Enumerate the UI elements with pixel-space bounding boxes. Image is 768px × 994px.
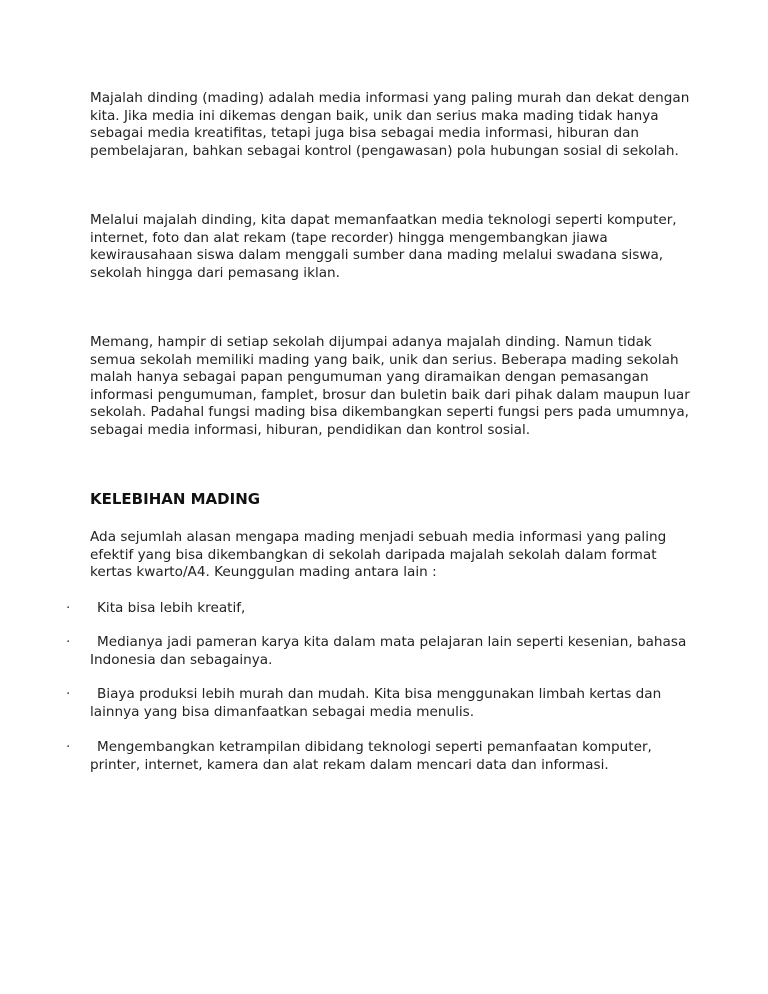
section-heading: KELEBIHAN MADING [90, 490, 261, 508]
list-item-text: Mengembangkan ketrampilan dibidang teknologi seperti pemanfaatan komputer, printer, internet, kamera dan alat rekam dalam mencari data dan informasi. [90, 739, 652, 773]
bullet-icon: · [66, 686, 71, 702]
paragraph-technology: Melalui majalah dinding, kita dapat memanfaatkan media teknologi seperti komputer, internet, foto dan alat rekam (tape recorder) hingga mengembangkan jiawa kewirausahaan siswa dalam menggali sumber dana mading melalui swadana siswa, sekolah hingga dari pemasang iklan. [90, 212, 677, 281]
bullet-icon: · [66, 739, 71, 755]
list-item-text: Medianya jadi pameran karya kita dalam mata pelajaran lain seperti kesenian, bahasa Indonesia dan sebagainya. [90, 634, 687, 668]
bullet-icon: · [66, 634, 71, 650]
list-item-text: Biaya produksi lebih murah dan mudah. Kita bisa menggunakan limbah kertas dan lainnya yang bisa dimanfaatkan sebagai media menulis. [90, 686, 662, 720]
paragraph-school-condition: Memang, hampir di setiap sekolah dijumpai adanya majalah dinding. Namun tidak semua sekolah memiliki mading yang baik, unik dan serius. Beberapa mading sekolah malah hanya sebagai papan pengumuman yang diramaikan dengan pemasangan informasi pengumuman, famplet, brosur dan buletin baik dari pihak dalam maupun luar sekolah. Padahal fungsi mading bisa dikembangkan seperti fungsi pers pada umumnya, sebagai media informasi, hiburan, pendidikan dan kontrol sosial. [90, 334, 690, 438]
bullet-icon: · [66, 600, 71, 616]
paragraph-definition: Majalah dinding (mading) adalah media informasi yang paling murah dan dekat dengan kita. Jika media ini dikemas dengan baik, unik dan serius maka mading tidak hanya sebagai media kreatifitas, tetapi juga bisa sebagai media informasi, hiburan dan pembelajaran, bahkan sebagai kontrol (pengawasan) pola hubungan sosial di sekolah. [90, 90, 690, 159]
list-item-text: Kita bisa lebih kreatif, [97, 600, 246, 616]
paragraph-intro: Ada sejumlah alasan mengapa mading menjadi sebuah media informasi yang paling efektif yang bisa dikembangkan di sekolah daripada majalah sekolah dalam format kertas kwarto/A4. Keunggulan mading antara lain : [90, 529, 667, 581]
